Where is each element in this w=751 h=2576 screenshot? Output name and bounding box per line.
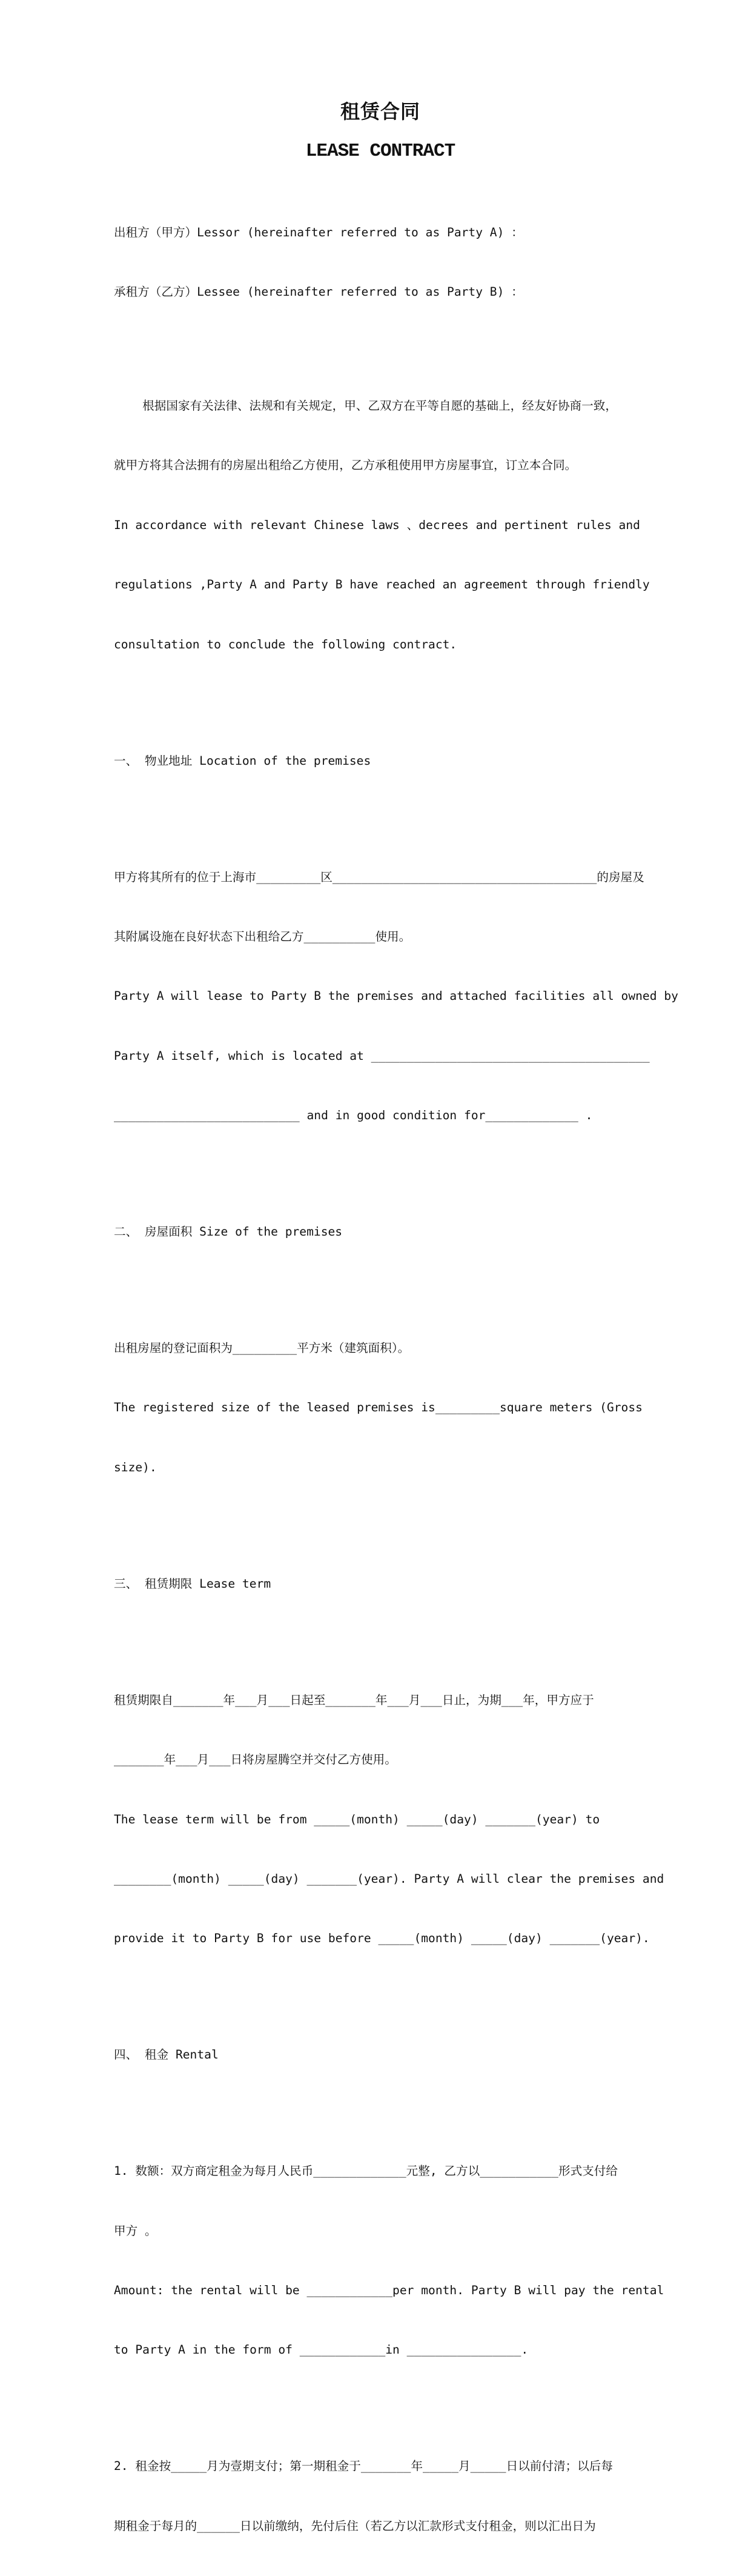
section-line: Party A itself, which is located at _______________________________________	[114, 1048, 650, 1063]
section-line: 2. 租金按_____月为壹期支付；第一期租金于_______年_____月_____日以前付清；以后每	[114, 2459, 613, 2474]
section-heading: 四、 租金 Rental	[114, 2048, 219, 2062]
section-heading: 二、 房屋面积 Size of the premises	[114, 1225, 343, 1239]
section-heading-term	[114, 1534, 647, 1634]
section-heading: 三、 租赁期限 Lease term	[114, 1576, 271, 1591]
lessor-line: 出租方（甲方）Lessor (hereinafter referred to as Party A) ：	[114, 225, 523, 239]
section-line: size).	[114, 1460, 157, 1474]
intro-paragraph	[114, 356, 650, 694]
section-line: __________________________ and in good condition for_____________ .	[114, 1108, 593, 1123]
section-line: 甲方将其所有的位于上海市_________区_____________________________________的房屋及	[114, 870, 644, 884]
parties-block	[114, 183, 647, 342]
section-line: Amount: the rental will be ____________per month. Party B will pay the rental	[114, 2283, 664, 2298]
section-line: The registered size of the leased premises is_________square meters (Gross	[114, 1400, 643, 1415]
title-chinese: 租赁合同	[340, 100, 420, 123]
intro-line: regulations ,Party A and Party B have reached an agreement through friendly	[114, 577, 650, 592]
lessee-line: 承租方（乙方）Lessee (hereinafter referred to as Party B) ：	[114, 284, 523, 299]
title-english: LEASE CONTRACT	[305, 141, 455, 162]
section-line: 出租房屋的登记面积为_________平方米（建筑面积）。	[114, 1341, 410, 1356]
section-body-term	[114, 1651, 664, 1989]
section-line: 租赁期限自_______年___月___日起至_______年___月___日止，为期___年，甲方应于	[114, 1692, 594, 1707]
section-body-rental-amount	[114, 2122, 664, 2400]
intro-line: consultation to conclude the following contract.	[114, 637, 457, 651]
section-line: _______年___月___日将房屋腾空并交付乙方使用。	[114, 1752, 397, 1767]
intro-line: 根据国家有关法律、法规和有关规定，甲、乙双方在平等自愿的基础上，经友好协商一致，	[114, 398, 617, 413]
document-content	[114, 98, 678, 2576]
section-body-size	[114, 1299, 647, 1517]
section-line: ________(month) _____(day) _______(year). Party A will clear the premises and	[114, 1871, 664, 1886]
section-line: Party A will lease to Party B the premises and attached facilities all owned by	[114, 989, 678, 1003]
section-line: 甲方 。	[114, 2223, 157, 2238]
section-heading-location	[114, 711, 647, 811]
section-line: 1. 数额：双方商定租金为每月人民币_____________元整, 乙方以___________形式支付给	[114, 2164, 618, 2178]
section-body-location	[114, 828, 678, 1166]
section-line: to Party A in the form of ____________in ________________.	[114, 2343, 529, 2357]
section-line: The lease term will be from _____(month) _____(day) _______(year) to	[114, 1812, 600, 1826]
intro-line: In accordance with relevant Chinese laws 、decrees and pertinent rules and	[114, 518, 640, 532]
section-heading-rental	[114, 2006, 647, 2105]
section-line: provide it to Party B for use before _____(month) _____(day) _______(year).	[114, 1931, 650, 1946]
section-heading-size	[114, 1182, 647, 1282]
section-line: 其附属设施在良好状态下出租给乙方__________使用。	[114, 929, 411, 944]
section-body-rental-payment	[114, 2417, 647, 2576]
section-heading: 一、 物业地址 Location of the premises	[114, 753, 371, 768]
intro-line: 就甲方将其合法拥有的房屋出租给乙方使用，乙方承租使用甲方房屋事宜，订立本合同。	[114, 458, 577, 473]
section-line: 期租金于每月的______日以前缴纳，先付后住（若乙方以汇款形式支付租金，则以汇出日为	[114, 2518, 596, 2533]
